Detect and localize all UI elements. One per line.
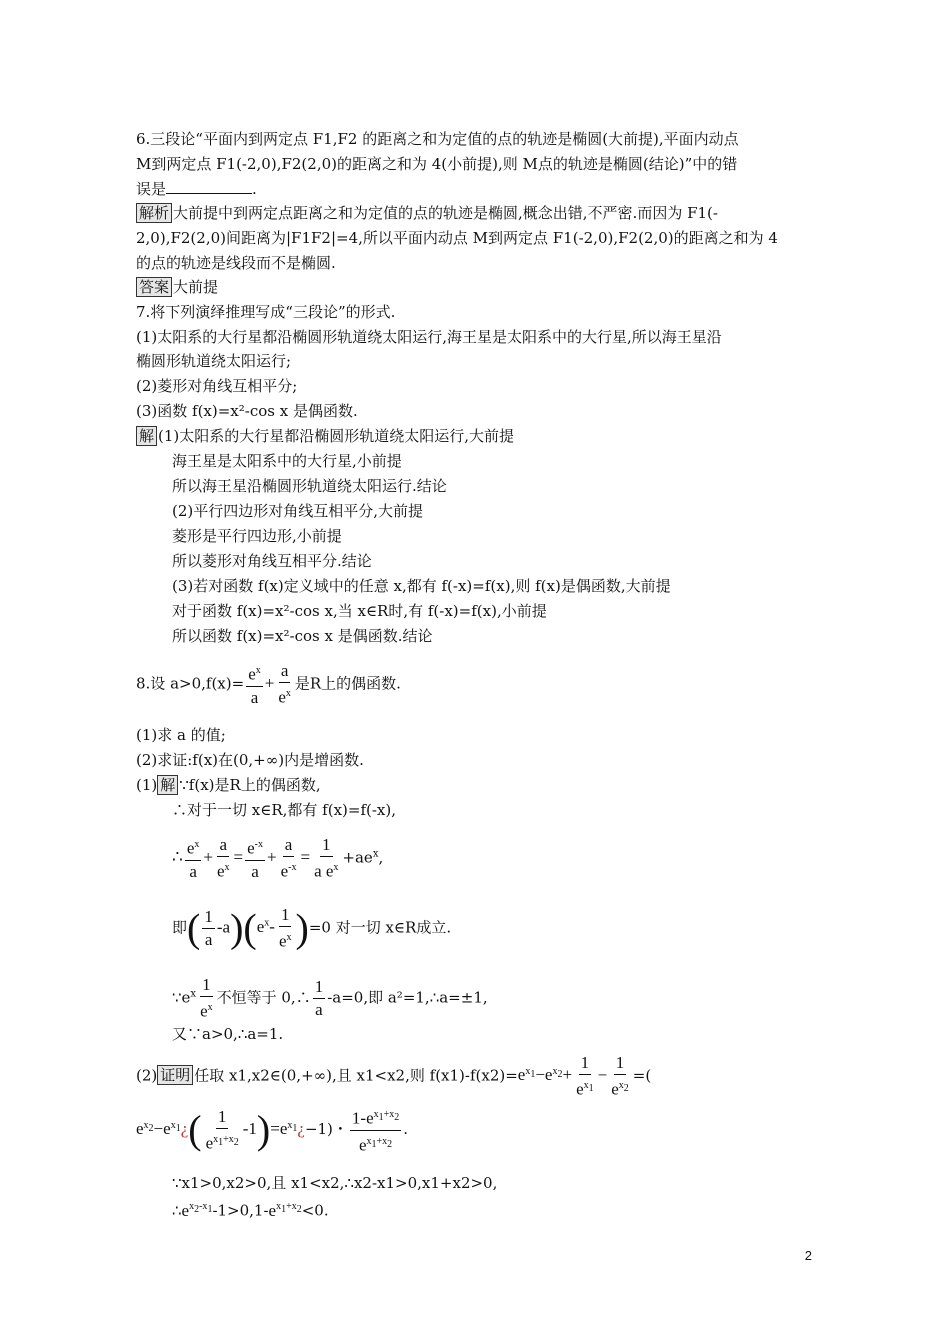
frac-1-over-ex: $\frac{1}{e^x}$ [278, 905, 292, 951]
q7-p1a: (1)太阳系的大行星都沿椭圆形轨道绕太阳运行,海王星是太阳系中的大行星,所以海王星沿 [136, 328, 722, 346]
q7-p2: (2)菱形对角线互相平分; [136, 377, 298, 395]
q8-s3-tail: +ae [342, 848, 373, 867]
q8-intro-a: 8.设 a>0,f(x)= [136, 674, 245, 693]
q8-s5-b: 不恒等于 0,∴ [216, 988, 311, 1007]
q8-solution-line1 [136, 774, 321, 796]
q8-s5-c: -a=0,即 a²=1,∴a=±1, [327, 988, 488, 1007]
q7-s3: 所以海王星沿椭圆形轨道绕太阳运行.结论 [172, 477, 447, 495]
solution-tag: 解 [136, 426, 157, 446]
q6-analysis1: 大前提中到两定点距离之和为定值的点的轨迹是椭圆,概念出错,不严密.而因为 F1(- [173, 204, 718, 222]
q7-solution-line1 [136, 425, 514, 447]
frac-1-over-ex-b: $\frac{1}{e^x}$ [200, 975, 213, 1021]
frac-1-over-ex1x2: $\frac{1}{e^{x_1+x_2}}$ [205, 1106, 239, 1153]
q6-answer-line [136, 276, 218, 298]
q6-answer: 大前提 [173, 278, 219, 296]
q8-s4-pre: 即 [172, 918, 188, 937]
q7-s7: (3)若对函数 f(x)定义域中的任意 x,都有 f(-x)=f(x),则 f(x)是偶函数,大前提 [172, 577, 671, 595]
q8-s10: $\therefore e^{x_2-x_1}-1>0,1-e^{x_1+x_2}<0$. [172, 1200, 329, 1220]
q6-analysis-line1 [136, 202, 718, 224]
q8-s1: ∵f(x)是R上的偶函数, [179, 776, 321, 794]
frac-1-over-ex2: $\frac{1}{e^{x_2}}$ [611, 1053, 629, 1099]
frac-1-over-a: $\frac{1}{a}$ [204, 906, 213, 949]
q8-s4-tail: =0 对一切 x∈R成立. [308, 918, 452, 937]
q6-analysis-line3: 的点的轨迹是线段而不是椭圆. [136, 254, 336, 272]
solution-tag-q8: 解 [157, 775, 178, 795]
fraction-a-over-ex: $\frac{a}{e^x}$ [278, 661, 291, 707]
q7-title: 7.将下列演绎推理写成“三段论”的形式. [136, 303, 396, 321]
q8-s6: 又∵a>0,∴a=1. [172, 1025, 284, 1043]
frac-1-over-a-b: $\frac{1}{a}$ [314, 976, 324, 1019]
q7-s8: 对于函数 f(x)=x²-cos x,当 x∈R时,有 f(-x)=f(x),小前提 [172, 602, 547, 620]
q8-s7-pre: (2) [136, 1066, 158, 1085]
q8-proof-line2: $e^{x_2}-e^{x_1}¿$( $\frac{1}{e^{x_1+x_2}}$ $-1)=e^{x_1}¿-1$)・ $\frac{1-e^{x_1+x_2}}{e^{x_1+x_2}}$ . [136, 1104, 408, 1156]
q7-s6: 所以菱形对角线互相平分.结论 [172, 552, 372, 570]
fraction-ex-over-a: $\frac{e^x}{a}$ [246, 660, 263, 709]
q7-p1b: 椭圆形轨道绕太阳运行; [136, 352, 292, 370]
proof-tag: 证明 [157, 1065, 193, 1085]
q8-s7-tail: =( [632, 1066, 652, 1085]
frac-1: $\frac{e^x}{a}$ [185, 834, 202, 883]
page-number: 2 [804, 1248, 812, 1263]
q8-s9: ∵x1>0,x2>0,且 x1<x2,∴x2-x1>0,x1+x2>0, [172, 1174, 498, 1192]
frac-2: $\frac{a}{e^x}$ [216, 835, 230, 881]
answer-blank [166, 179, 252, 194]
frac-5: $\frac{1}{a e^x}$ [314, 835, 339, 881]
therefore-sign: ∴ [172, 847, 183, 867]
frac-4: $\frac{a}{e^{-x}}$ [280, 835, 297, 881]
q8-proof-line1: (2) 证明 任取 x1,x2∈(0,+∞),且 x1<x2,则 $f(x1)-f(x2)=e^{x_1}-e^{x_2}+$ $\frac{1}{e^{x_1}}$ − $\frac{1}{e^{x_2}}$ =( [136, 1053, 652, 1099]
q8-s10-c: <0. [301, 1201, 329, 1220]
q8-p2: (2)求证:f(x)在(0,+∞)内是增函数. [136, 751, 364, 769]
q8-s8-tail: −1)・ [304, 1120, 348, 1139]
q8-s2: ∴对于一切 x∈R,都有 f(x)=f(-x), [172, 801, 396, 819]
frac-1-over-ex1: $\frac{1}{e^{x_1}}$ [576, 1053, 594, 1099]
q7-s2: 海王星是太阳系中的大行星,小前提 [172, 452, 402, 470]
q8-s7: 任取 x1,x2∈(0,+∞),且 x1<x2,则 f(x1)-f(x2)= [194, 1066, 518, 1085]
frac-1-minus-e: $\frac{1-e^{x_1+x_2}}{e^{x_1+x_2}}$ [350, 1104, 401, 1156]
q8-intro: 8.设 a>0,f(x)= $\frac{e^x}{a}$ + $\frac{a}{e^x}$ 是R上的偶函数. [136, 661, 401, 707]
q6-line3 [136, 178, 257, 200]
q8-s4-equation: 即( $\frac{1}{a}$ $-a)(e^x-$ $\frac{1}{e^x}$ )=0 对一切 x∈R成立. [172, 905, 452, 951]
q8-p1: (1)求 a 的值; [136, 726, 226, 744]
q6-analysis-line2: 2,0),F2(2,0)间距离为|F1F2|=4,所以平面内动点 M到两定点 F1(-2,0),F2(2,0)的距离之和为 4 [136, 229, 778, 247]
q7-s1: (1)太阳系的大行星都沿椭圆形轨道绕太阳运行,大前提 [158, 427, 515, 445]
q7-p3: (3)函数 f(x)=x²-cos x 是偶函数. [136, 402, 358, 420]
q8-intro-b: 是R上的偶函数. [294, 674, 401, 693]
q7-s5: 菱形是平行四边形,小前提 [172, 527, 342, 545]
q8-s3-equation: ∴ $\frac{e^x}{a}$ + $\frac{a}{e^x}$ = $\frac{e^{-x}}{a}$ + $\frac{a}{e^{-x}}$ = $\frac{1}{a e^x}$ $+ae^x$, [172, 835, 384, 881]
q6-line1: 6.三段论“平面内到两定点 F1,F2 的距离之和为定值的点的轨迹是椭圆(大前提),平面内动点 [136, 130, 739, 148]
q6-line3-text: 误是 [136, 180, 167, 198]
q7-s9: 所以函数 f(x)=x²-cos x 是偶函数.结论 [172, 627, 433, 645]
frac-3: $\frac{e^{-x}}{a}$ [245, 834, 265, 883]
answer-tag: 答案 [136, 277, 172, 297]
q8-s10-b: -1>0,1- [212, 1201, 269, 1220]
q6-line3-end: . [252, 180, 257, 198]
analysis-tag: 解析 [136, 203, 172, 223]
q7-s4: (2)平行四边形对角线互相平分,大前提 [172, 502, 424, 520]
q8-s5-a: ∵e [172, 988, 191, 1007]
q8-s5-equation: $\because e^x$ $\frac{1}{e^x}$ 不恒等于 0,∴ $\frac{1}{a}$ -a=0,即 a²=1,∴a=±1, [172, 975, 488, 1021]
q8-s1-pre: (1) [136, 776, 158, 794]
q6-line2: M到两定点 F1(-2,0),F2(2,0)的距离之和为 4(小前提),则 M点的轨迹是椭圆(结论)”中的错 [136, 155, 738, 173]
q8-s10-a: ∴ [172, 1201, 182, 1220]
